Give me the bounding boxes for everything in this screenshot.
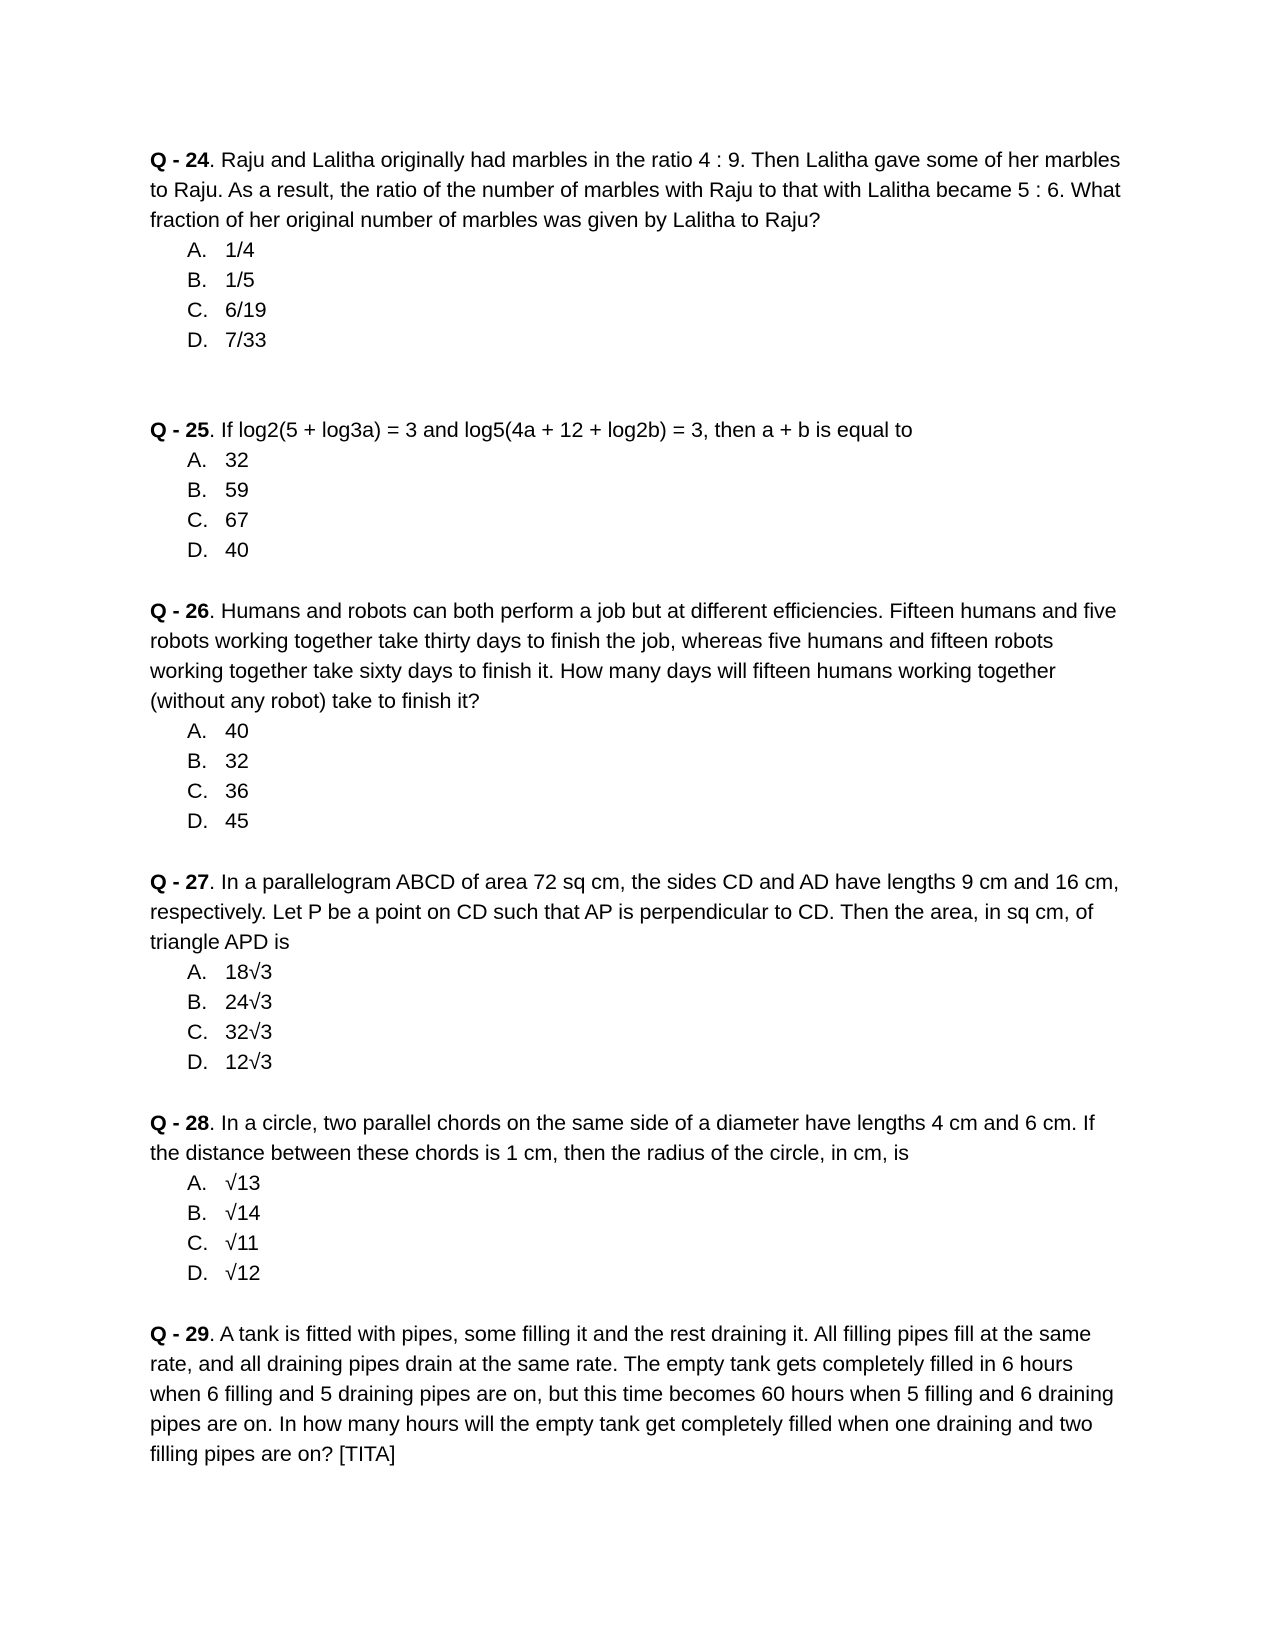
option-value: 45 — [225, 809, 249, 833]
option-value: 40 — [225, 538, 249, 562]
option-letter: D. — [187, 538, 209, 562]
option-value: √14 — [225, 1201, 261, 1225]
option-a — [187, 716, 1125, 746]
question-text — [150, 1319, 1125, 1469]
option-c — [187, 1017, 1125, 1047]
option-letter: C. — [187, 508, 209, 532]
question-body: . In a parallelogram ABCD of area 72 sq cm, the sides CD and AD have lengths 9 cm and 16 cm, respectively. Let P be a point on CD such that AP is perpendicular to CD. Then the area, in sq cm, of triangle APD is — [150, 870, 1119, 954]
question-28 — [150, 1108, 1125, 1288]
option-c — [187, 776, 1125, 806]
option-value: 40 — [225, 719, 249, 743]
question-label: Q - 28 — [150, 1111, 210, 1135]
option-letter: B. — [187, 749, 208, 773]
option-letter: A. — [187, 960, 208, 984]
question-label: Q - 29 — [150, 1322, 210, 1346]
option-a — [187, 957, 1125, 987]
question-text — [150, 867, 1125, 957]
option-value: 32 — [225, 749, 249, 773]
option-value: √12 — [225, 1261, 261, 1285]
option-b — [187, 1198, 1125, 1228]
question-body: . A tank is fitted with pipes, some filling it and the rest draining it. All filling pipes fill at the same rate, and all draining pipes drain at the same rate. The empty tank gets completely filled in 6 hours when 6 filling and 5 draining pipes are on, but this time becomes 60 hours when 5 filling and 6 draining pipes are on. In how many hours will the empty tank get completely filled when one draining and two filling pipes are on? [TITA] — [150, 1322, 1114, 1466]
option-letter: D. — [187, 1050, 209, 1074]
option-letter: B. — [187, 268, 208, 292]
question-25 — [150, 415, 1125, 565]
option-value: √13 — [225, 1171, 261, 1195]
options-list — [150, 957, 1125, 1077]
question-24 — [150, 145, 1125, 355]
question-body: . In a circle, two parallel chords on the same side of a diameter have lengths 4 cm and 6 cm. If the distance between these chords is 1 cm, then the radius of the circle, in cm, is — [150, 1111, 1095, 1165]
option-value: 18√3 — [225, 960, 273, 984]
option-c — [187, 1228, 1125, 1258]
question-26 — [150, 596, 1125, 836]
option-value: 7/33 — [225, 328, 267, 352]
option-letter: A. — [187, 448, 208, 472]
option-a — [187, 1168, 1125, 1198]
option-d — [187, 325, 1125, 355]
option-d — [187, 1258, 1125, 1288]
spacer — [150, 565, 1125, 596]
option-value: √11 — [225, 1231, 259, 1255]
option-a — [187, 445, 1125, 475]
option-value: 32√3 — [225, 1020, 273, 1044]
option-b — [187, 987, 1125, 1017]
question-body: . Humans and robots can both perform a job but at different efficiencies. Fifteen humans and five robots working together take thirty days to finish the job, whereas five humans and fifteen robots working together take sixty days to finish it. How many days will fifteen humans working together (without any robot) take to finish it? — [150, 599, 1117, 713]
option-letter: A. — [187, 238, 208, 262]
option-d — [187, 1047, 1125, 1077]
options-list — [150, 445, 1125, 565]
question-label: Q - 25 — [150, 418, 210, 442]
option-value: 12√3 — [225, 1050, 273, 1074]
option-d — [187, 535, 1125, 565]
option-value: 24√3 — [225, 990, 273, 1014]
question-text — [150, 415, 1125, 445]
option-d — [187, 806, 1125, 836]
option-letter: C. — [187, 779, 209, 803]
options-list — [150, 716, 1125, 836]
question-label: Q - 27 — [150, 870, 210, 894]
option-a — [187, 235, 1125, 265]
option-value: 1/4 — [225, 238, 255, 262]
spacer — [150, 1077, 1125, 1108]
question-29 — [150, 1319, 1125, 1469]
spacer — [150, 1288, 1125, 1319]
option-letter: D. — [187, 809, 209, 833]
question-label: Q - 26 — [150, 599, 210, 623]
option-letter: A. — [187, 719, 208, 743]
option-value: 36 — [225, 779, 249, 803]
option-letter: A. — [187, 1171, 208, 1195]
question-text — [150, 145, 1125, 235]
option-letter: C. — [187, 1231, 209, 1255]
options-list — [150, 1168, 1125, 1288]
option-b — [187, 746, 1125, 776]
option-value: 59 — [225, 478, 249, 502]
option-letter: D. — [187, 328, 209, 352]
question-body: . If log2(5 + log3a) = 3 and log5(4a + 12 + log2b) = 3, then a + b is equal to — [209, 418, 913, 442]
option-value: 32 — [225, 448, 249, 472]
question-27 — [150, 867, 1125, 1077]
option-b — [187, 265, 1125, 295]
option-value: 67 — [225, 508, 249, 532]
question-body: . Raju and Lalitha originally had marbles in the ratio 4 : 9. Then Lalitha gave some of her marbles to Raju. As a result, the ratio of the number of marbles with Raju to that with Lalitha became 5 : 6. What fraction of her original number of marbles was given by Lalitha to Raju? — [150, 148, 1121, 232]
option-letter: B. — [187, 990, 208, 1014]
option-b — [187, 475, 1125, 505]
option-letter: B. — [187, 1201, 208, 1225]
option-letter: C. — [187, 298, 209, 322]
option-c — [187, 295, 1125, 325]
option-value: 6/19 — [225, 298, 267, 322]
question-text — [150, 1108, 1125, 1168]
options-list — [150, 235, 1125, 355]
question-text — [150, 596, 1125, 716]
option-c — [187, 505, 1125, 535]
option-letter: C. — [187, 1020, 209, 1044]
option-letter: B. — [187, 478, 208, 502]
option-value: 1/5 — [225, 268, 255, 292]
question-label: Q - 24 — [150, 148, 210, 172]
option-letter: D. — [187, 1261, 209, 1285]
spacer — [150, 836, 1125, 867]
spacer — [150, 355, 1125, 415]
